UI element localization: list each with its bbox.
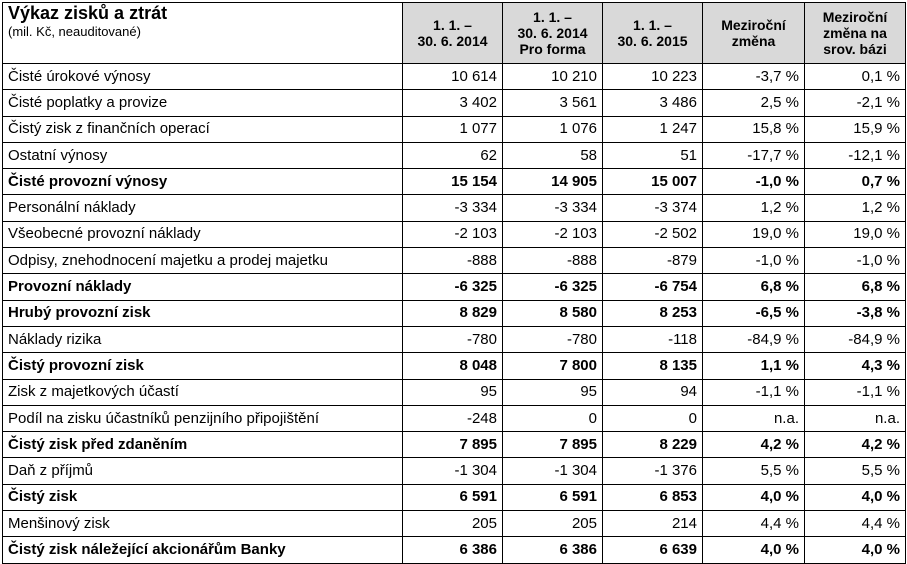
row-value: -1,1 % [703, 379, 805, 405]
row-label: Čisté úrokové výnosy [3, 64, 403, 90]
table-row [3, 169, 906, 195]
row-value: 10 614 [403, 64, 503, 90]
column-header-line: 1. 1. – [433, 17, 472, 33]
title-cell [3, 3, 403, 64]
row-label: Čistý provozní zisk [3, 353, 403, 379]
row-value: -6 325 [403, 274, 503, 300]
row-value: 4,0 % [805, 484, 906, 510]
table-row [3, 326, 906, 352]
row-value: -3,8 % [805, 300, 906, 326]
row-value: -1,0 % [805, 248, 906, 274]
row-value: -1 304 [503, 458, 603, 484]
row-value: 94 [603, 379, 703, 405]
table-body [3, 64, 906, 564]
row-value: 214 [603, 511, 703, 537]
table-row [3, 64, 906, 90]
row-value: -879 [603, 248, 703, 274]
row-value: -780 [403, 326, 503, 352]
column-header-line: změna na [823, 25, 887, 41]
row-value: -888 [503, 248, 603, 274]
row-value: 3 561 [503, 90, 603, 116]
row-value: -2 502 [603, 221, 703, 247]
row-value: 4,4 % [805, 511, 906, 537]
row-label: Čistý zisk před zdaněním [3, 432, 403, 458]
row-value: -6 325 [503, 274, 603, 300]
row-label: Čistý zisk z finančních operací [3, 116, 403, 142]
row-label: Čisté provozní výnosy [3, 169, 403, 195]
row-value: 8 580 [503, 300, 603, 326]
row-label: Náklady rizika [3, 326, 403, 352]
column-header-line: změna [731, 33, 776, 49]
row-value: 5,5 % [805, 458, 906, 484]
row-value: 51 [603, 142, 703, 168]
row-value: 6,8 % [703, 274, 805, 300]
row-value: 4,0 % [703, 484, 805, 510]
row-label: Odpisy, znehodnocení majetku a prodej majetku [3, 248, 403, 274]
row-value: 95 [503, 379, 603, 405]
table-row [3, 116, 906, 142]
table-row [3, 432, 906, 458]
row-value: 3 402 [403, 90, 503, 116]
table-row [3, 248, 906, 274]
table-row [3, 300, 906, 326]
row-value: 0,1 % [805, 64, 906, 90]
row-value: 7 895 [503, 432, 603, 458]
row-value: 6 591 [403, 484, 503, 510]
row-value: 4,3 % [805, 353, 906, 379]
income-statement-table [2, 2, 906, 564]
row-value: 4,4 % [703, 511, 805, 537]
row-value: -248 [403, 405, 503, 431]
row-value: -17,7 % [703, 142, 805, 168]
column-header-line: Meziroční [721, 17, 786, 33]
row-value: -1,1 % [805, 379, 906, 405]
column-header-line: 30. 6. 2014 [417, 33, 488, 49]
row-value: 10 210 [503, 64, 603, 90]
column-header-h1-2014 [403, 3, 503, 64]
row-value: n.a. [703, 405, 805, 431]
row-label: Provozní náklady [3, 274, 403, 300]
row-value: n.a. [805, 405, 906, 431]
header-row [3, 3, 906, 64]
row-value: 0 [603, 405, 703, 431]
row-value: 8 048 [403, 353, 503, 379]
column-header-line: 30. 6. 2014 [517, 25, 588, 41]
row-value: 8 253 [603, 300, 703, 326]
row-value: 7 800 [503, 353, 603, 379]
table-row [3, 221, 906, 247]
table-row [3, 90, 906, 116]
table-row [3, 405, 906, 431]
row-value: -3,7 % [703, 64, 805, 90]
row-value: -3 334 [503, 195, 603, 221]
row-value: 1,2 % [703, 195, 805, 221]
row-value: 19,0 % [805, 221, 906, 247]
row-label: Čistý zisk [3, 484, 403, 510]
column-header-line: 30. 6. 2015 [617, 33, 688, 49]
table-subtitle: (mil. Kč, neauditované) [8, 24, 141, 39]
row-label: Menšinový zisk [3, 511, 403, 537]
row-value: -2 103 [403, 221, 503, 247]
row-value: -2,1 % [805, 90, 906, 116]
row-value: 8 135 [603, 353, 703, 379]
row-value: 6 639 [603, 537, 703, 563]
row-value: 4,2 % [805, 432, 906, 458]
row-value: 10 223 [603, 64, 703, 90]
row-value: 6 386 [503, 537, 603, 563]
row-value: 15,9 % [805, 116, 906, 142]
row-value: 1 076 [503, 116, 603, 142]
row-value: 62 [403, 142, 503, 168]
row-label: Čisté poplatky a provize [3, 90, 403, 116]
row-value: -888 [403, 248, 503, 274]
column-header-line: Pro forma [519, 41, 586, 57]
table-row [3, 195, 906, 221]
row-value: 0,7 % [805, 169, 906, 195]
row-value: 4,0 % [703, 537, 805, 563]
row-value: 8 829 [403, 300, 503, 326]
row-value: -1,0 % [703, 248, 805, 274]
table-row [3, 458, 906, 484]
row-label: Hrubý provozní zisk [3, 300, 403, 326]
row-value: -780 [503, 326, 603, 352]
table-row [3, 274, 906, 300]
row-value: 3 486 [603, 90, 703, 116]
row-label: Všeobecné provozní náklady [3, 221, 403, 247]
row-value: 6 853 [603, 484, 703, 510]
row-value: -2 103 [503, 221, 603, 247]
column-header-h1-2014-pro-forma [503, 3, 603, 64]
row-label: Čistý zisk náležející akcionářům Banky [3, 537, 403, 563]
row-value: 6 591 [503, 484, 603, 510]
row-label: Podíl na zisku účastníků penzijního připojištění [3, 405, 403, 431]
table-row [3, 379, 906, 405]
row-value: -84,9 % [703, 326, 805, 352]
row-value: 58 [503, 142, 603, 168]
column-header-line: 1. 1. – [533, 9, 572, 25]
row-value: -6,5 % [703, 300, 805, 326]
row-value: -6 754 [603, 274, 703, 300]
row-value: 7 895 [403, 432, 503, 458]
row-value: 205 [403, 511, 503, 537]
row-value: 1 077 [403, 116, 503, 142]
row-label: Zisk z majetkových účastí [3, 379, 403, 405]
column-header-line: Meziroční [822, 9, 888, 25]
row-value: -118 [603, 326, 703, 352]
row-value: 1,2 % [805, 195, 906, 221]
row-value: 2,5 % [703, 90, 805, 116]
row-value: 5,5 % [703, 458, 805, 484]
column-header-yoy-change-comparable [805, 3, 906, 64]
row-value: 205 [503, 511, 603, 537]
row-value: 19,0 % [703, 221, 805, 247]
row-value: -84,9 % [805, 326, 906, 352]
row-value: -3 374 [603, 195, 703, 221]
row-value: 1,1 % [703, 353, 805, 379]
row-value: 8 229 [603, 432, 703, 458]
row-value: -1,0 % [703, 169, 805, 195]
row-label: Personální náklady [3, 195, 403, 221]
column-header-line: 1. 1. – [633, 17, 672, 33]
row-value: -1 304 [403, 458, 503, 484]
row-value: 15,8 % [703, 116, 805, 142]
column-header-line: srov. bázi [823, 41, 887, 57]
table-row [3, 511, 906, 537]
row-value: 4,2 % [703, 432, 805, 458]
row-value: 4,0 % [805, 537, 906, 563]
row-value: -12,1 % [805, 142, 906, 168]
row-value: 1 247 [603, 116, 703, 142]
row-value: -1 376 [603, 458, 703, 484]
row-value: 6 386 [403, 537, 503, 563]
row-value: 0 [503, 405, 603, 431]
table-row [3, 537, 906, 563]
row-label: Ostatní výnosy [3, 142, 403, 168]
row-value: 15 007 [603, 169, 703, 195]
table-row [3, 484, 906, 510]
row-value: -3 334 [403, 195, 503, 221]
table-row [3, 142, 906, 168]
column-header-h1-2015 [603, 3, 703, 64]
row-label: Daň z příjmů [3, 458, 403, 484]
row-value: 6,8 % [805, 274, 906, 300]
row-value: 15 154 [403, 169, 503, 195]
table-title: Výkaz zisků a ztrát [8, 3, 168, 23]
row-value: 14 905 [503, 169, 603, 195]
column-header-yoy-change [703, 3, 805, 64]
row-value: 95 [403, 379, 503, 405]
table-row [3, 353, 906, 379]
